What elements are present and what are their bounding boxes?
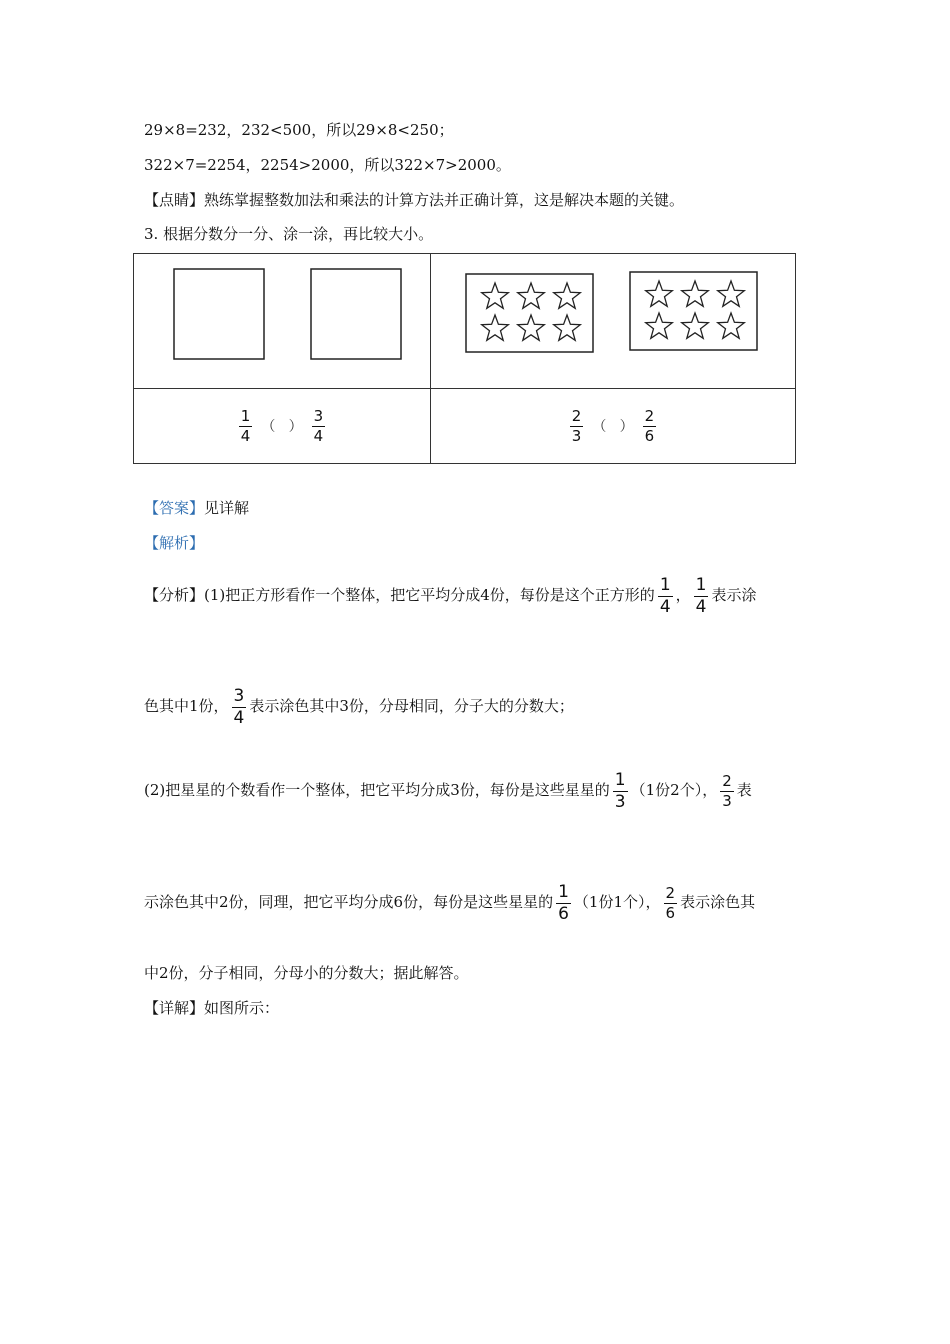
analysis-label: 【解析】 — [144, 534, 205, 552]
detail-line: 【详解】如图所示： — [144, 999, 280, 1017]
calc-line-1: 29×8=232，232<500，所以29×8<250； — [144, 121, 454, 139]
star-icon — [682, 313, 709, 338]
star-icon — [518, 283, 545, 308]
answer-line: 【答案】见详解 — [144, 499, 250, 517]
analysis-para-2: 色其中1份， $\frac{3}{4}$ 表示涂色其中3份，分母相同，分子大的分数大； — [144, 685, 574, 728]
question-line: 3. 根据分数分一分、涂一涂，再比较大小。 — [144, 225, 434, 243]
squares-cell — [134, 254, 431, 389]
star-icon — [646, 313, 673, 338]
analysis-para-1: 【分析】(1)把正方形看作一个整体，把它平均分成4份，每份是这个正方形的 $\frac{1}{4}$ ， $\frac{1}{4}$ 表示涂 — [144, 574, 757, 617]
square-left — [174, 269, 264, 359]
star-icon — [554, 315, 581, 340]
left-compare-cell — [134, 389, 431, 464]
analysis-para-3: (2)把星星的个数看作一个整体，把它平均分成3份，每份是这些星星的 $\frac{1}{3}$ （1份2个）， $\frac{2}{3}$ 表 — [144, 769, 752, 812]
square-right — [311, 269, 401, 359]
fraction-1-6: $\frac{1}{6}$ — [558, 881, 569, 924]
fraction-1-3: $\frac{1}{3}$ — [614, 769, 626, 812]
fraction-3-4: $\frac{3}{4}$ — [233, 685, 245, 728]
fraction-2-6: $\frac{2}{6}$ — [644, 406, 655, 445]
calc-line-2: 322×7=2254，2254>2000，所以322×7>2000。 — [144, 156, 511, 174]
tip-line: 【点睛】熟练掌握整数加法和乘法的计算方法并正确计算，这是解决本题的关键。 — [144, 191, 685, 209]
fraction-3-4: $\frac{3}{4}$ — [313, 406, 324, 445]
stars-cell — [431, 254, 796, 389]
fraction-1-4: $\frac{1}{4}$ — [695, 574, 707, 617]
star-icon — [554, 283, 581, 308]
right-compare-cell — [431, 389, 796, 464]
fraction-2-3: $\frac{2}{3}$ — [571, 406, 582, 445]
star-icon — [518, 315, 545, 340]
squares-figure — [134, 254, 430, 384]
analysis-para-5: 中2份，分子相同，分母小的分数大；据此解答。 — [144, 964, 469, 982]
star-icon — [682, 281, 709, 306]
analysis-para-4: 示涂色其中2份，同理，把它平均分成6份，每份是这些星星的 $\frac{1}{6}$ （1份1个）， $\frac{2}{6}$ 表示涂色其 — [144, 881, 756, 924]
answer-blank: （ ） — [592, 419, 634, 435]
fraction-1-4: $\frac{1}{4}$ — [659, 574, 671, 617]
star-icon — [718, 313, 745, 338]
fraction-1-4: $\frac{1}{4}$ — [240, 406, 251, 445]
star-icon — [482, 283, 509, 308]
star-icon — [482, 315, 509, 340]
star-icon — [646, 281, 673, 306]
stars-figure — [431, 254, 795, 384]
question-table — [133, 253, 796, 464]
star-icon — [718, 281, 745, 306]
fraction-2-6: $\frac{2}{6}$ — [665, 883, 676, 922]
answer-blank: （ ） — [261, 419, 303, 435]
fraction-2-3: $\frac{2}{3}$ — [722, 771, 732, 810]
